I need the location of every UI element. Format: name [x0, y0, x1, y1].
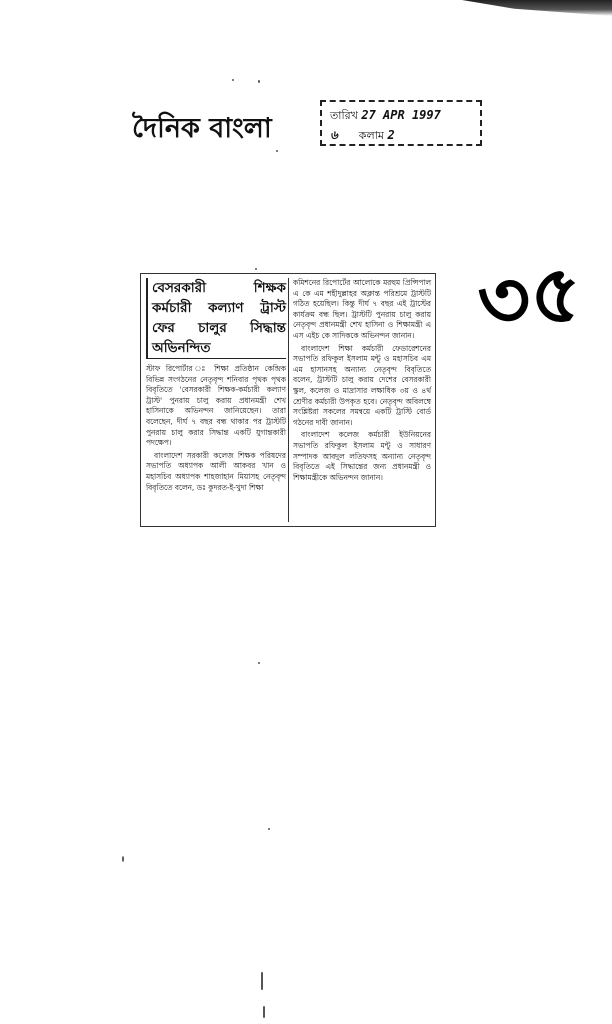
scan-speck	[268, 828, 270, 830]
article-headline: বেসরকারী শিক্ষক কর্মচারী কল্যাণ ট্রাস্ট ফের চালুর সিদ্ধান্ত অভিনন্দিত	[146, 278, 286, 359]
scan-speck	[261, 972, 263, 990]
scan-speck	[258, 80, 260, 83]
article-paragraph: বাংলাদেশ সরকারী কলেজ শিক্ষক পরিষদের সভাপতি অধ্যাপক আলী আকবর খান ও মহাসচিব অধ্যাপক শাহজাহান মিয়াসহ নেতৃবৃন্দ বিবৃতিতে বলেন, ডঃ কুদরত-ই-খুদা শিক্ষা	[146, 450, 286, 492]
scan-speck	[263, 1006, 265, 1018]
newspaper-masthead: দৈনিক বাংলা	[132, 113, 272, 144]
stamp-date-value: 27 APR 1997	[361, 108, 441, 122]
scan-speck	[122, 856, 124, 862]
column-divider	[288, 278, 289, 522]
handwritten-page-number: ৩৫	[473, 245, 587, 350]
scan-corner-shadow	[462, 0, 612, 16]
scan-speck	[232, 79, 234, 81]
article-paragraph: বাংলাদেশ শিক্ষা কর্মচারী ফেডারেশনের সভাপতি রফিকুল ইসলাম মন্টু ও মহাসচিব এম এম হাসানসহ অন্যান্য নেতৃবৃন্দ বিবৃতিতে বলেন, ট্রাস্টটি চালু করায় দেশের বেসরকারী স্কুল, কলেজ ও মাদ্রাসার লক্ষাধিক ৩য় ও ৪র্থ শ্রেণীর কর্মচারী উপকৃত হবে। নেতৃবৃন্দ অবিলম্বে সংশ্লিষ্টরা সকলের সমন্বয়ে একটি ট্রাস্টি বোর্ড গঠনের দাবী জানান।	[293, 343, 431, 427]
article-column-left	[146, 278, 286, 495]
news-clipping	[140, 273, 436, 527]
stamp-page-value: ৬	[330, 128, 338, 142]
article-paragraph: কমিশনের রিপোর্টের আলোকে মরহুম প্রিন্সিপাল এ কে এম শহীদুল্লাহর অক্লান্ত পরিশ্রমে ট্রাস্টটি গঠিত হয়েছিল। কিন্তু দীর্ঘ ৭ বছর এই ট্রাস্টের কার্যক্রম বন্ধ ছিল। ট্রাস্টটি পুনরায় চালু করায় নেতৃবৃন্দ প্রধানমন্ত্রী শেখ হাসিনা ও শিক্ষামন্ত্রী এ এস এইচ কে সাদিককে অভিনন্দন জানান।	[293, 278, 431, 340]
stamp-date-row	[330, 107, 441, 126]
stamp-column-value: 2	[387, 128, 395, 142]
scan-speck	[255, 268, 257, 270]
stamp-date-label: তারিখ	[330, 109, 358, 122]
article-paragraph: বাংলাদেশ কলেজ কর্মচারী ইউনিয়নের সভাপতি রফিকুল ইসলাম মন্টু ও সাধারণ সম্পাদক আবদুল লতিফসহ অন্যান্য নেতৃবৃন্দ বিবৃতিতে এই সিদ্ধান্তের জন্য প্রধানমন্ত্রী ও শিক্ষামন্ত্রীকে অভিনন্দন জানান।	[293, 430, 431, 482]
stamp-page-row	[330, 127, 395, 147]
scan-speck	[258, 662, 260, 664]
scan-speck	[276, 150, 278, 152]
stamp-column-label: কলাম	[358, 129, 384, 142]
article-paragraph: স্টাফ রিপোর্টার ঃ শিক্ষা প্রতিষ্ঠান কেন্দ্রিক বিভিন্ন সংগঠনের নেতৃবৃন্দ শনিবার পৃথক পৃথক বিবৃতিতে 'বেসরকারী শিক্ষক-কর্মচারী কল্যাণ ট্রাস্ট' পুনরায় চালু করায় প্রধানমন্ত্রী শেখ হাসিনাকে অভিনন্দন জানিয়েছেন। তারা বলেছেন, দীর্ঘ ৭ বছর বন্ধ থাকার পর ট্রাস্টটি পুনরায় চালু করার সিদ্ধান্ত একটি যুগান্তকারী পদক্ষেপ।	[146, 364, 286, 448]
article-column-right	[293, 278, 431, 485]
date-stamp	[320, 100, 482, 146]
